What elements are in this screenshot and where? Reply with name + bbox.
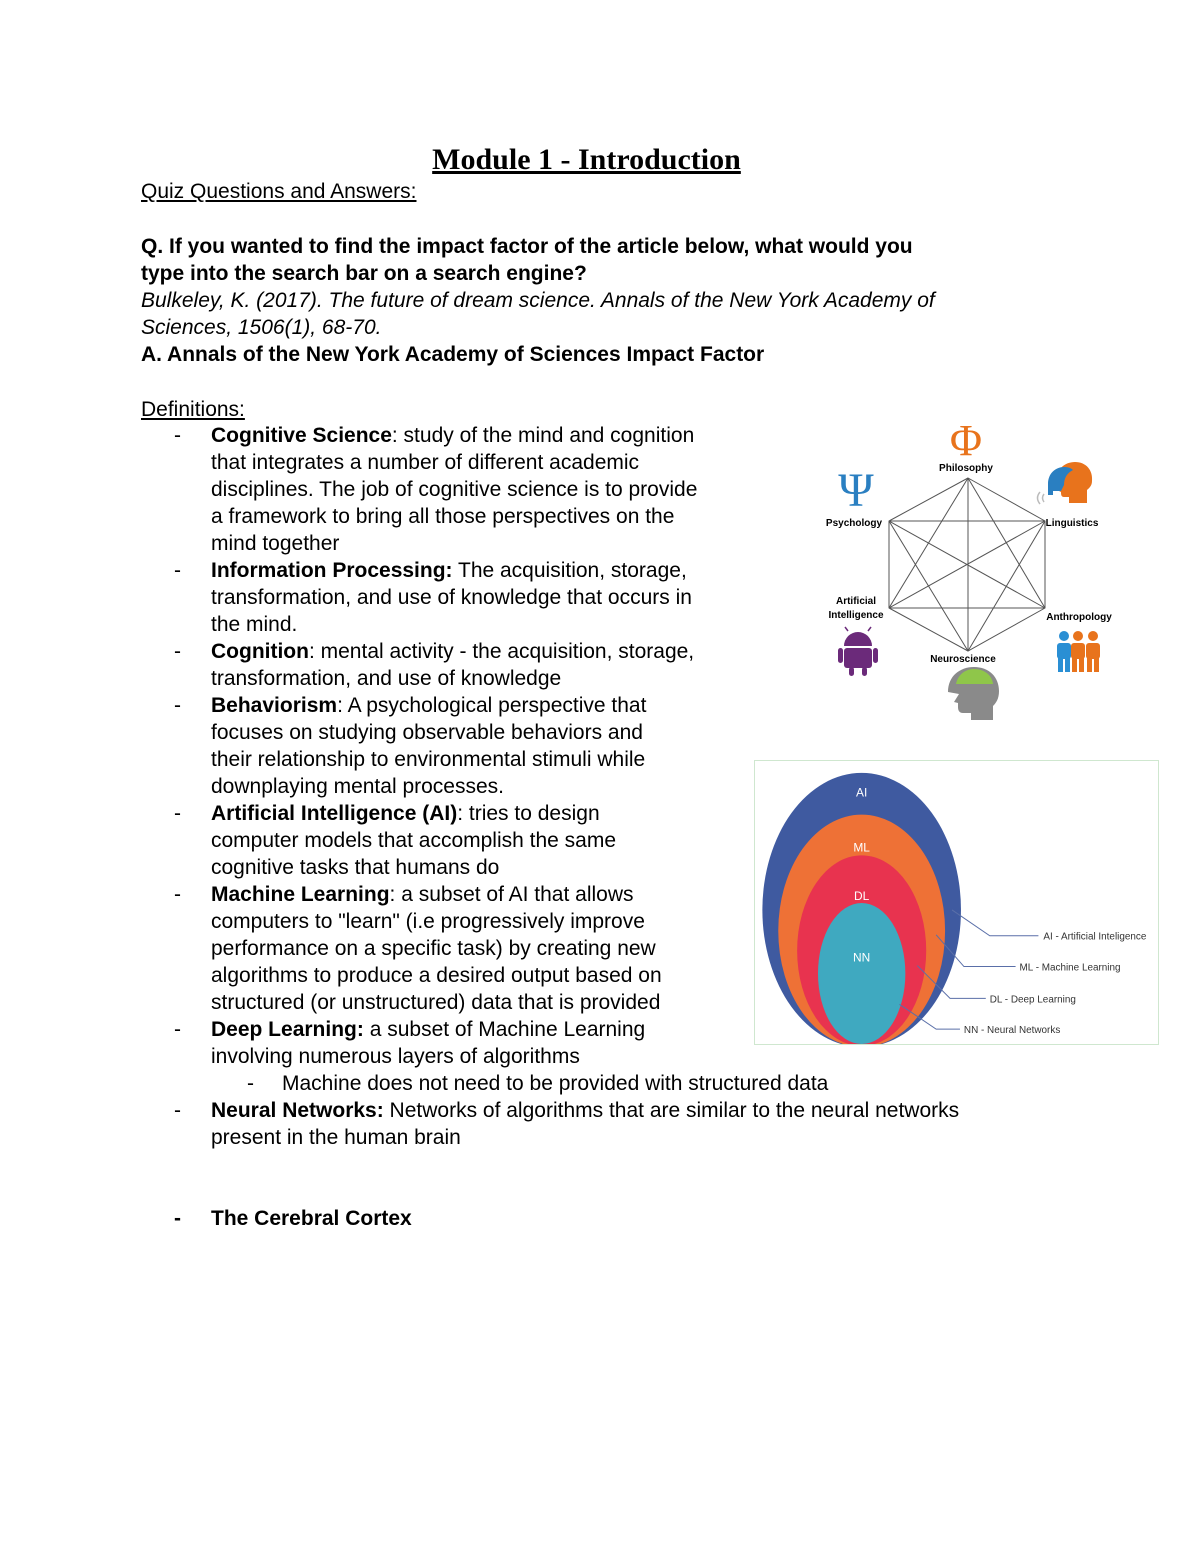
definition-line: computer models that accomplish the same (211, 829, 617, 852)
definition-text: : tries to design (457, 802, 600, 825)
people-icon (1057, 631, 1100, 672)
definition-term: Cognitive Science (211, 424, 392, 447)
definition-line: cognitive tasks that humans do (211, 856, 500, 879)
ai-ellipse-label: AI (856, 785, 868, 800)
definition-line: the mind. (211, 613, 298, 636)
hexagon-lines (889, 478, 1045, 651)
psychology-label: Psychology (825, 518, 883, 529)
definition-text: : a subset of AI that allows (389, 883, 634, 906)
psi-icon: Ψ (838, 464, 874, 517)
definition-text: : A psychological perspective that (337, 694, 647, 717)
definition-text: The acquisition, storage, (452, 559, 687, 582)
definitions-heading: Definitions: (141, 398, 245, 421)
question-line-1: Q. If you wanted to find the impact factor of the article below, what would you (141, 235, 913, 258)
definition-line: a framework to bring all those perspectives on the (211, 505, 675, 528)
linguistics-icon (1038, 462, 1093, 504)
definition-term: Neural Networks: (211, 1099, 384, 1122)
android-icon (838, 627, 878, 676)
neuroscience-label: Neuroscience (930, 654, 996, 665)
definition-item: - Machine Learning: a subset of AI that allows computers to "learn" (i.e progressively improve performance on a specific task) by creating new algorithms to produce a desired output based on structured (or unstructured) data that is provided (141, 881, 1101, 1016)
ml-ellipse-label: ML (853, 840, 870, 855)
definition-line: transformation, and use of knowledge that occurs in (211, 586, 692, 609)
nn-ellipse (818, 903, 905, 1044)
definition-item: - Artificial Intelligence (AI): tries to design computer models that accomplish the same cognitive tasks that humans do (141, 800, 1101, 881)
definition-item: - Cognition: mental activity - the acquisition, storage, transformation, and use of knowledge (141, 638, 1101, 692)
definition-subitem: - Machine does not need to be provided with structured data (247, 1072, 829, 1095)
definition-item: - Behaviorism: A psychological perspective that focuses on studying observable behaviors and their relationship to environmental stimuli while downplaying mental processes. (141, 692, 1101, 800)
anthropology-label: Anthropology (1046, 612, 1112, 623)
definition-item: - The Cerebral Cortex (141, 1205, 1101, 1232)
phi-icon: Φ (949, 416, 983, 465)
definition-line: computers to "learn" (i.e progressively improve (211, 910, 645, 933)
definition-line: mind together (211, 532, 340, 555)
legend-nn: NN - Neural Networks (963, 1025, 1061, 1037)
citation-line-1: Bulkeley, K. (2017). The future of dream science. Annals of the New York Academy of (141, 289, 935, 312)
answer: A. Annals of the New York Academy of Sciences Impact Factor (141, 343, 765, 366)
cerebral-cortex-heading: The Cerebral Cortex (211, 1207, 412, 1230)
definition-line: performance on a specific task) by creating new (211, 937, 656, 960)
definition-term: Artificial Intelligence (AI) (211, 802, 458, 825)
legend-ai: AI - Artificial Inteligence (1043, 931, 1147, 943)
question-line-2: type into the search bar on a search engine? (141, 262, 587, 285)
definition-line: transformation, and use of knowledge (211, 667, 562, 690)
definition-line: disciplines. The job of cognitive science is to provide (211, 478, 698, 501)
dl-ellipse-label: DL (854, 889, 870, 904)
definition-term: Deep Learning: (211, 1018, 364, 1041)
definition-line: that integrates a number of different academic (211, 451, 640, 474)
definition-item: - Neural Networks: Networks of algorithms that are similar to the neural networks present in the human brain (141, 1097, 1101, 1151)
definition-item: - Information Processing: The acquisition, storage, transformation, and use of knowledge that occurs in the mind. (141, 557, 1101, 638)
definition-text: : mental activity - the acquisition, storage, (308, 640, 695, 663)
linguistics-label: Linguistics (1045, 518, 1099, 529)
page-title: Module 1 - Introduction (432, 143, 741, 176)
definition-line: structured (or unstructured) data that is provided (211, 991, 661, 1014)
definition-term: Behaviorism (211, 694, 338, 717)
definition-text: a subset of Machine Learning (363, 1018, 646, 1041)
deep-learning-sub: Machine does not need to be provided with structured data (282, 1072, 829, 1095)
definition-item: - Cognitive Science: study of the mind and cognition that integrates a number of different academic disciplines. The job of cognitive science is to provide a framework to bring all those perspectives on the mind together (141, 422, 1101, 557)
definition-line: present in the human brain (211, 1126, 461, 1149)
legend-dl: DL - Deep Learning (989, 994, 1076, 1006)
head-brain-icon (948, 667, 999, 720)
definition-term: Machine Learning (211, 883, 390, 906)
quiz-heading: Quiz Questions and Answers: (141, 180, 417, 203)
legend-ml: ML - Machine Learning (1019, 962, 1121, 974)
definition-line: their relationship to environmental stimuli while (211, 748, 646, 771)
ai-label-line1: Artificial (835, 596, 877, 607)
ai-label-line2: Intelligence (828, 610, 884, 621)
definition-line: involving numerous layers of algorithms (211, 1045, 580, 1068)
philosophy-label: Philosophy (939, 463, 993, 474)
cognitive-science-hexagon (808, 412, 1138, 722)
definition-term: Information Processing: (211, 559, 453, 582)
definition-text: Networks of algorithms that are similar to the neural networks (383, 1099, 960, 1122)
definition-line: focuses on studying observable behaviors and (211, 721, 643, 744)
definition-item: - Deep Learning: a subset of Machine Learning involving numerous layers of algorithms (141, 1016, 1101, 1070)
definition-line: algorithms to produce a desired output based on (211, 964, 662, 987)
definition-text: : study of the mind and cognition (391, 424, 695, 447)
definition-line: downplaying mental processes. (211, 775, 504, 798)
definition-term: Cognition (211, 640, 309, 663)
citation-line-2: Sciences, 1506(1), 68-70. (141, 316, 382, 339)
ai-ml-dl-nn-diagram (754, 760, 1159, 1045)
nn-ellipse-label: NN (853, 950, 871, 965)
